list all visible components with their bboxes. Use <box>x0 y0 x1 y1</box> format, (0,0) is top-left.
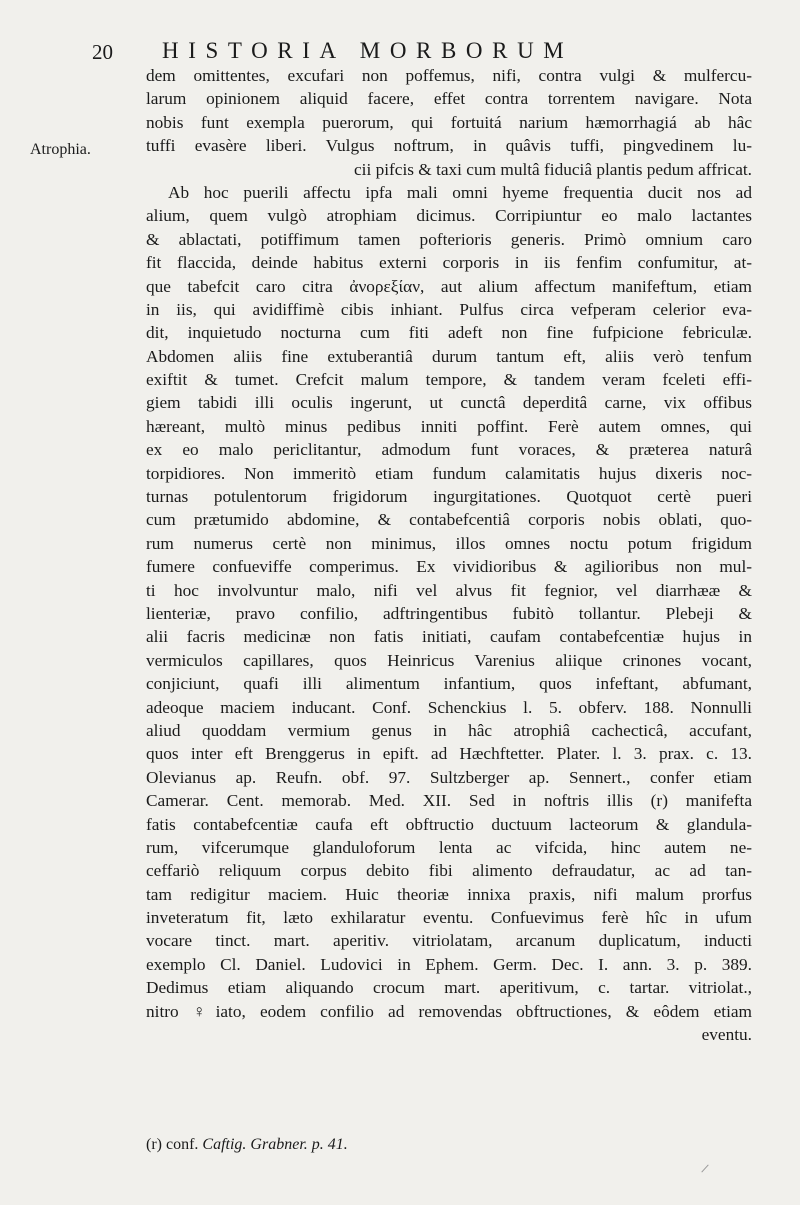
text-line: rum, vifcerumque glanduloforum lenta ac vifcida, hinc autem ne- <box>146 837 752 857</box>
text-line: ceffariò reliquum corpus debito fibi alimento defraudatur, ac ad tan- <box>146 861 752 881</box>
text-line: adeoque maciem inducant. Conf. Schenckius l. 5. obferv. 188. Nonnulli <box>146 697 752 717</box>
text-line: fatis contabefcentiæ caufa eft obftructio ductuum lacteorum & glandula- <box>146 814 752 834</box>
text-line: larum opinionem aliquid facere, effet contra torrentem navigare. Nota <box>146 89 752 109</box>
text-line: alii facris medicinæ non fatis initiati, caufam contabefcentiæ hujus in <box>146 627 752 647</box>
text-line: fit flaccida, deinde habitus externi corporis in iis fenfim confumitur, at- <box>146 253 752 273</box>
running-title: HISTORIA MORBORUM <box>162 38 574 63</box>
footnote-marker: (r) <box>146 1136 162 1153</box>
text-line: rum numerus certè non minimus, illos omnes noctu potum frigidum <box>146 533 752 553</box>
text-line: Ab hoc puerili affectu ipfa mali omni hyeme frequentia ducit nos ad <box>168 182 752 202</box>
text-line: fumere confueviffe comperimus. Ex vividioribus & agilioribus non mul- <box>146 557 752 577</box>
text-line: & ablactati, potiffimum tamen pofterioris generis. Primò omnium caro <box>146 229 752 249</box>
text-line: cum prætumido abdomine, & contabefcentiâ corporis nobis oblati, quo- <box>146 510 752 530</box>
text-line: dit, inquietudo nocturna cum fiti adeft non fine fufpicione febriculæ. <box>146 323 752 343</box>
text-line: que tabefcit caro citra ἀνορεξίαν, aut alium affectum manifeftum, etiam <box>146 276 752 296</box>
text-line: dem omittentes, excufari non poffemus, nifi, contra vulgi & mulfercu- <box>146 66 752 85</box>
text-line: Abdomen aliis fine extuberantiâ durum tantum eft, aliis verò tenfum <box>146 346 752 366</box>
text-line: exemplo Cl. Daniel. Ludovici in Ephem. Germ. Dec. I. ann. 3. p. 389. <box>146 954 752 974</box>
text-line: Olevianus ap. Reufn. obf. 97. Sultzberger ap. Sennert., confer etiam <box>146 767 752 787</box>
margin-note-atrophia: Atrophia. <box>30 141 91 158</box>
text-line: torpidiores. Non immeritò etiam fundum calamitatis hujus dixeris noc- <box>146 463 752 483</box>
text-line: conjiciunt, quafi illi alimentum infantium, quos infeftant, abfumant, <box>146 674 752 694</box>
text-line: hæreant, multò minus pedibus inniti poffint. Ferè autem omnes, qui <box>146 416 752 436</box>
text-line: turnas potulentorum frigidorum ingurgitationes. Quotquot certè pueri <box>146 487 752 507</box>
text-line: inveteratum fit, læto exhilaratur eventu. Confuevimus ferè hîc in ufum <box>146 908 752 928</box>
text-line: Dedimus etiam aliquando crocum mart. aperitivum, c. tartar. vitriolat., <box>146 978 752 998</box>
text-line: eventu. <box>701 1025 752 1045</box>
footnote <box>146 1136 348 1154</box>
text-line: tuffi evasère liberi. Vulgus noftrum, in quâvis tuffi, pingvedinem lu- <box>146 136 752 156</box>
footnote-reference: Caftig. Grabner. p. 41. <box>202 1136 348 1153</box>
text-line: lienteriæ, pravo confilio, adftringentibus fubitò tollantur. Plebeji & <box>146 603 752 623</box>
text-line: cii pifcis & taxi cum multâ fiduciâ plantis pedum affricat. <box>354 159 752 179</box>
text-line: quos inter eft Brenggerus in epift. ad Hæchftetter. Plater. l. 3. prax. c. 13. <box>146 744 752 764</box>
text-line: Camerar. Cent. memorab. Med. XII. Sed in noftris illis (r) manifefta <box>146 791 752 811</box>
text-line: alium, quem vulgò atrophiam dicimus. Corripiuntur eo malo lactantes <box>146 206 752 226</box>
text-line: ti hoc involvuntur malo, nifi vel alvus fit fegnior, vel diarrhææ & <box>146 580 752 600</box>
page-number: 20 <box>92 40 113 64</box>
text-line: nitro ♀iato, eodem confilio ad removendas obftructiones, & eôdem etiam <box>146 1001 752 1021</box>
text-line: tam redigitur maciem. Huic theoriæ innixa praxis, nifi malum prorfus <box>146 884 752 904</box>
text-line: in iis, qui avidiffimè cibis inhiant. Pulfus circa vefperam celerior eva- <box>146 299 752 319</box>
text-line: giem tabidi illi oculis ingerunt, ut cunctâ deperditâ carne, vix offibus <box>146 393 752 413</box>
text-line: aliud quoddam vermium genus in hâc atrophiâ cachecticâ, accufant, <box>146 720 752 740</box>
text-line: nobis funt exempla puerorum, qui fortuitá narium hæmorrhagiá ab hâc <box>146 112 752 132</box>
text-line: ex eo malo periclitantur, admodum funt voraces, & præterea naturâ <box>146 440 752 460</box>
body-text <box>146 64 752 1046</box>
text-line: vocare tinct. mart. aperitiv. vitriolatam, arcanum duplicatum, inducti <box>146 931 752 951</box>
footnote-text: conf. <box>165 1136 199 1153</box>
text-line: exiftit & tumet. Crefcit malum tempore, & tandem veram fceleti effi- <box>146 370 752 390</box>
stray-pen-mark <box>701 1164 708 1172</box>
text-line: vermiculos capillares, quos Heinricus Varenius aliique crinones vocant, <box>146 650 752 670</box>
